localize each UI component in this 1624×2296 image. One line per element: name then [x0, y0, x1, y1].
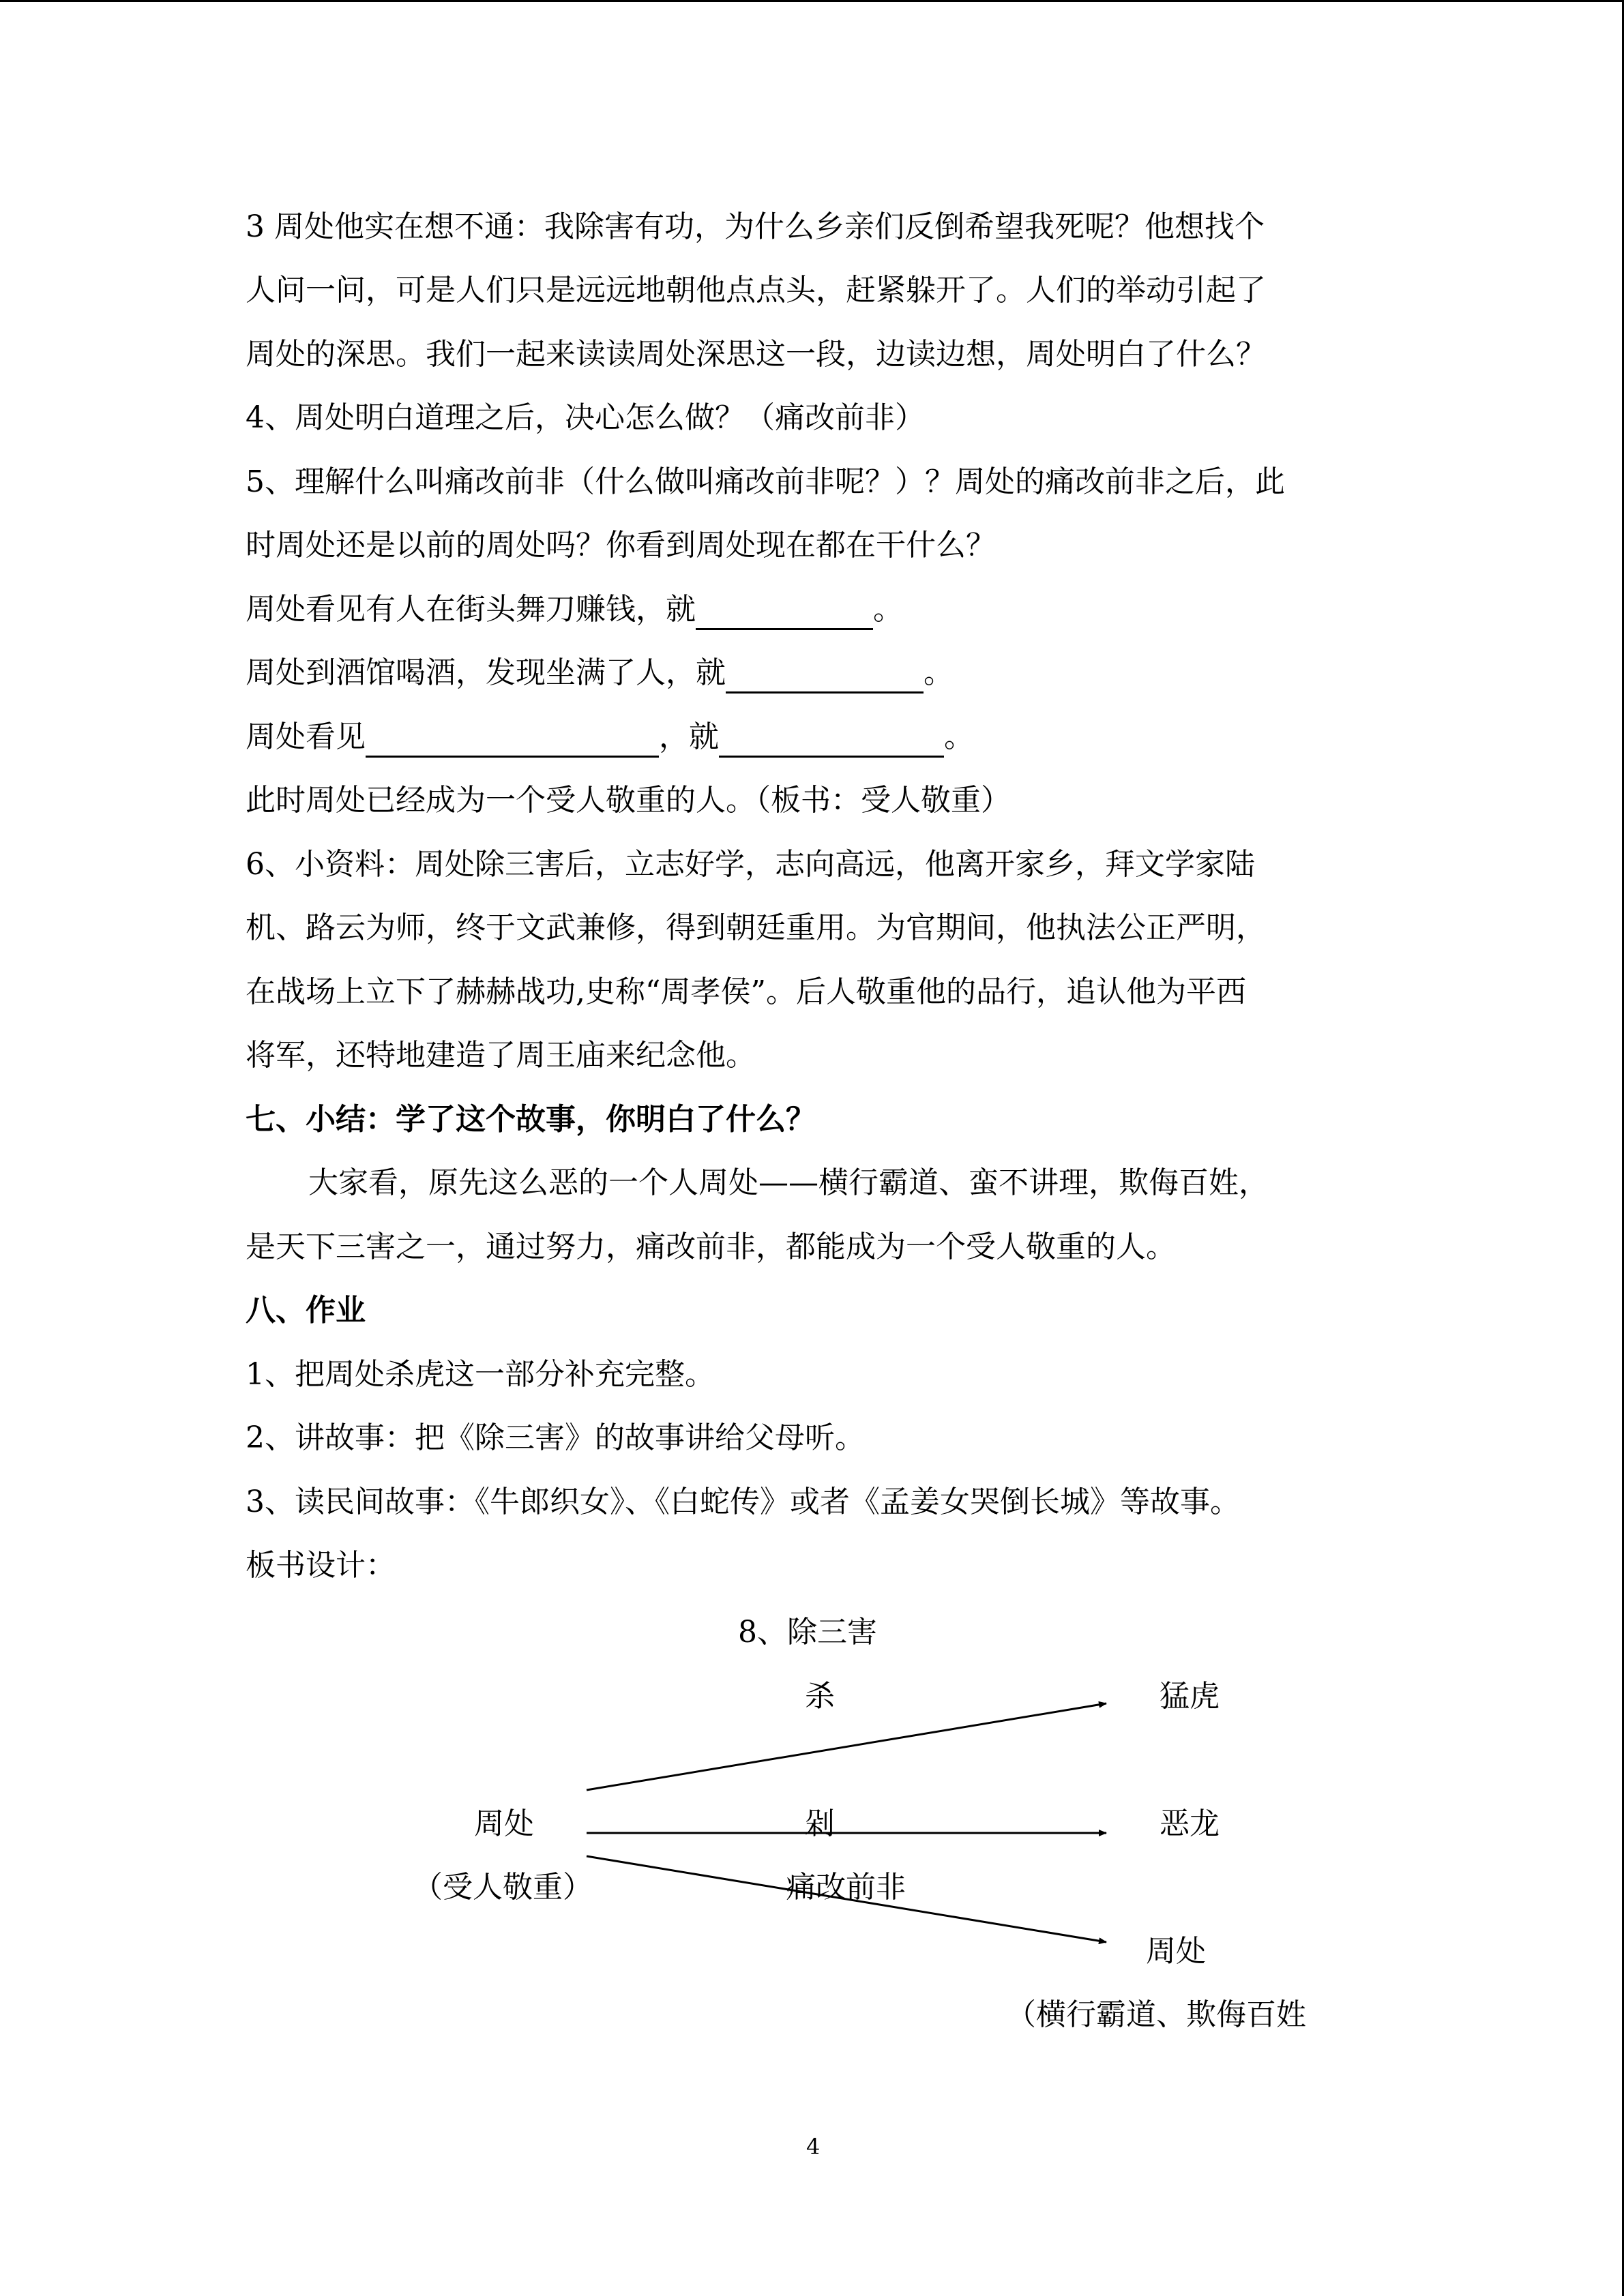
paragraph-6-line-2: 机、路云为师，终于文武兼修，得到朝廷重用。为官期间，他执法公正严明，: [246, 910, 1266, 945]
fill-in-3-end: 。: [944, 719, 974, 754]
board-target-tiger: 猛虎: [1160, 1679, 1220, 1714]
page-number: 4: [806, 2134, 821, 2160]
board-subject: 周处: [474, 1806, 534, 1841]
paragraph-5-line-1: 5、理解什么叫痛改前非（什么做叫痛改前非呢？）？周处的痛改前非之后，此: [246, 464, 1285, 499]
paragraph-3-line-3: 周处的深思。我们一起来读读周处深思这一段，边读边想，周处明白了什么？: [246, 337, 1266, 372]
board-verb-cut: 剁: [805, 1806, 835, 1841]
board-target-dragon: 恶龙: [1160, 1806, 1220, 1841]
section-7-line-2: 是天下三害之一，通过努力，痛改前非，都能成为一个受人敬重的人。: [246, 1229, 1176, 1264]
fill-in-1-end: 。: [873, 592, 903, 627]
fill-in-2-end: 。: [924, 655, 954, 690]
board-target-self: 周处: [1146, 1934, 1206, 1969]
board-verb-reform: 痛改前非: [786, 1870, 906, 1905]
board-target-self-note: （横行霸道、欺侮百姓: [1006, 1997, 1306, 2032]
section-7-line-1: 大家看，原先这么恶的一个人周处——横行霸道、蛮不讲理，欺侮百姓，: [308, 1165, 1269, 1200]
arrow-to-tiger: [587, 1703, 1106, 1790]
paragraph-6-line-4: 将军，还特地建造了周王庙来纪念他。: [246, 1038, 756, 1073]
paragraph-6-line-3: 在战场上立下了赫赫战功,史称“周孝侯”。后人敬重他的品行，追认他为平西: [246, 974, 1246, 1009]
homework-item-2: 2、讲故事：把《除三害》的故事讲给父母听。: [246, 1420, 865, 1455]
paragraph-3-line-1: 3 周处他实在想不通：我除害有功，为什么乡亲们反倒希望我死呢？他想找个: [246, 209, 1265, 244]
section-8-heading: 八、作业: [246, 1293, 366, 1328]
arrow-to-self: [587, 1856, 1106, 1942]
board-title: 8、除三害: [738, 1615, 877, 1650]
board-design-label: 板书设计：: [246, 1548, 396, 1583]
board-verb-kill: 杀: [805, 1679, 835, 1714]
fill-in-2-text: 周处到酒馆喝酒，发现坐满了人，就: [246, 655, 726, 690]
fill-in-1-text: 周处看见有人在街头舞刀赚钱，就: [246, 592, 696, 627]
fill-in-3-text: 周处看见: [246, 719, 366, 754]
summary-line: 此时周处已经成为一个受人敬重的人。（板书：受人敬重）: [246, 783, 1011, 818]
paragraph-4: 4、周处明白道理之后，决心怎么做？（痛改前非）: [246, 400, 925, 435]
paragraph-3-line-2: 人问一问，可是人们只是远远地朝他点点头，赶紧躲开了。人们的举动引起了: [246, 273, 1266, 308]
paragraph-6-line-1: 6、小资料：周处除三害后，立志好学，志向高远，他离开家乡，拜文学家陆: [246, 847, 1255, 882]
section-7-heading: 七、小结：学了这个故事，你明白了什么？: [246, 1102, 816, 1137]
fill-in-3-mid: ，就: [659, 719, 719, 754]
paragraph-5-line-2: 时周处还是以前的周处吗？你看到周处现在都在干什么？: [246, 528, 996, 563]
homework-item-1: 1、把周处杀虎这一部分补充完整。: [246, 1357, 715, 1392]
board-subject-note: （受人敬重）: [413, 1870, 593, 1905]
homework-item-3: 3、读民间故事：《牛郎织女》、《白蛇传》或者《孟姜女哭倒长城》等故事。: [246, 1485, 1240, 1519]
